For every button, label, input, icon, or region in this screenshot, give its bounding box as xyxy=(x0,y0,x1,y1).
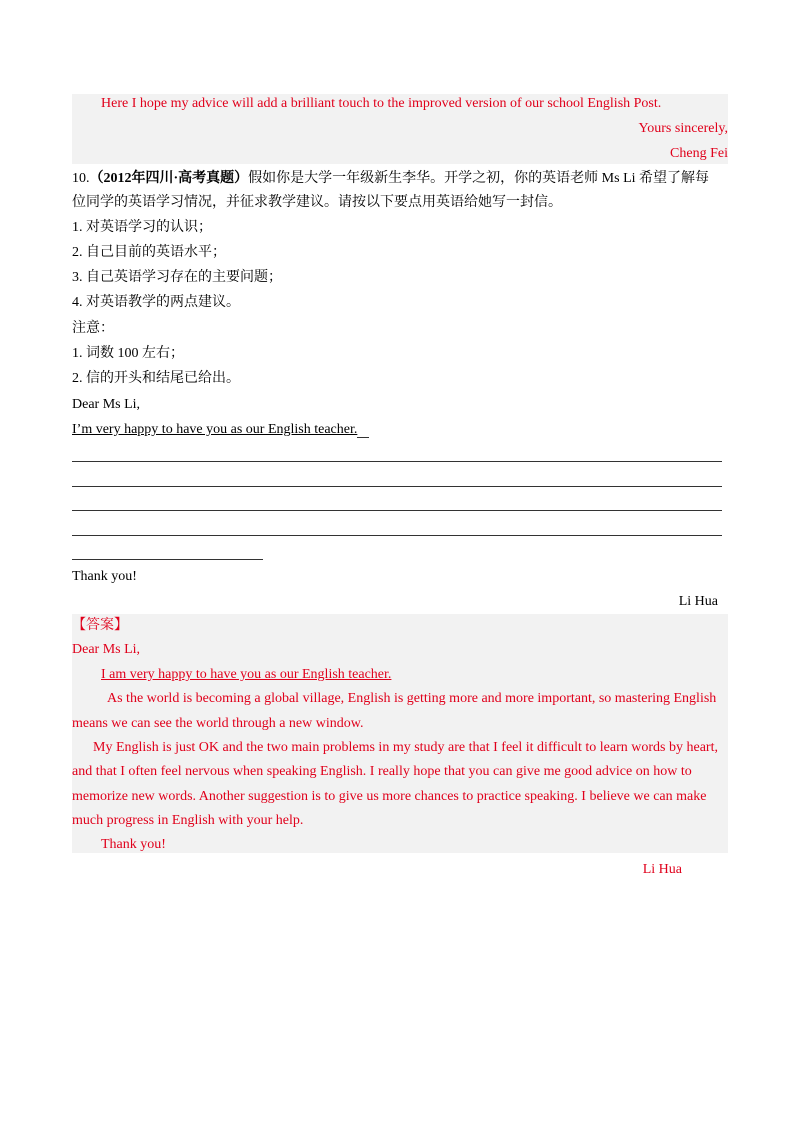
answer-line-1: As the world is becoming a global village, English is getting more and more important, so mastering English xyxy=(107,691,717,706)
answer-line-3: My English is just OK and the two main problems in my study are that I feel it difficult to learn words by heart, xyxy=(93,740,718,755)
letter-thanks: Thank you! xyxy=(72,569,137,584)
writing-line xyxy=(72,486,722,487)
prev-sign-off: Yours sincerely, xyxy=(638,121,728,136)
question-header xyxy=(72,170,709,188)
question-prompt-line1: 假如你是大学一年级新生李华。开学之初，你的英语老师 Ms Li 希望了解每 xyxy=(248,171,710,186)
opening-underline-extension xyxy=(357,437,369,438)
letter-greeting: Dear Ms Li, xyxy=(72,397,141,412)
point-2: 2. 自己目前的英语水平； xyxy=(72,245,226,260)
answer-line-5: memorize new words. Another suggestion is to give us more chances to practice speaking. I believe we can make xyxy=(72,789,707,804)
letter-signature: Li Hua xyxy=(678,594,718,609)
notes-label: 注意： xyxy=(72,321,114,336)
answer-greeting: Dear Ms Li, xyxy=(72,642,141,657)
answer-line-6: much progress in English with your help. xyxy=(72,813,304,828)
writing-line-short xyxy=(72,559,263,560)
answer-label: 【答案】 xyxy=(72,618,128,633)
answer-line-4: and that I often feel nervous when speaking English. I really hope that you can give me good advice on how to xyxy=(72,764,692,779)
question-number: 10. xyxy=(72,171,90,186)
answer-signature: Li Hua xyxy=(642,862,682,877)
prev-signature: Cheng Fei xyxy=(670,146,728,161)
point-4: 4. 对英语教学的两点建议。 xyxy=(72,295,240,310)
writing-line xyxy=(72,510,722,511)
point-3: 3. 自己英语学习存在的主要问题； xyxy=(72,270,282,285)
answer-line-2: means we can see the world through a new window. xyxy=(72,716,364,731)
prev-closing-line: Here I hope my advice will add a brilliant touch to the improved version of our school English Post. xyxy=(101,96,662,111)
writing-line xyxy=(72,535,722,536)
note-2: 2. 信的开头和结尾已给出。 xyxy=(72,371,240,386)
note-1: 1. 词数 100 左右； xyxy=(72,346,184,361)
writing-line xyxy=(72,461,722,462)
question-source: （2012年四川·高考真题） xyxy=(89,171,249,186)
answer-thanks: Thank you! xyxy=(101,837,166,852)
letter-opening-sentence: I’m very happy to have you as our English teacher. xyxy=(72,422,358,437)
answer-opening: I am very happy to have you as our English teacher. xyxy=(101,667,392,682)
question-prompt-line2: 位同学的英语学习情况，并征求教学建议。请按以下要点用英语给她写一封信。 xyxy=(72,195,562,210)
point-1: 1. 对英语学习的认识； xyxy=(72,220,212,235)
